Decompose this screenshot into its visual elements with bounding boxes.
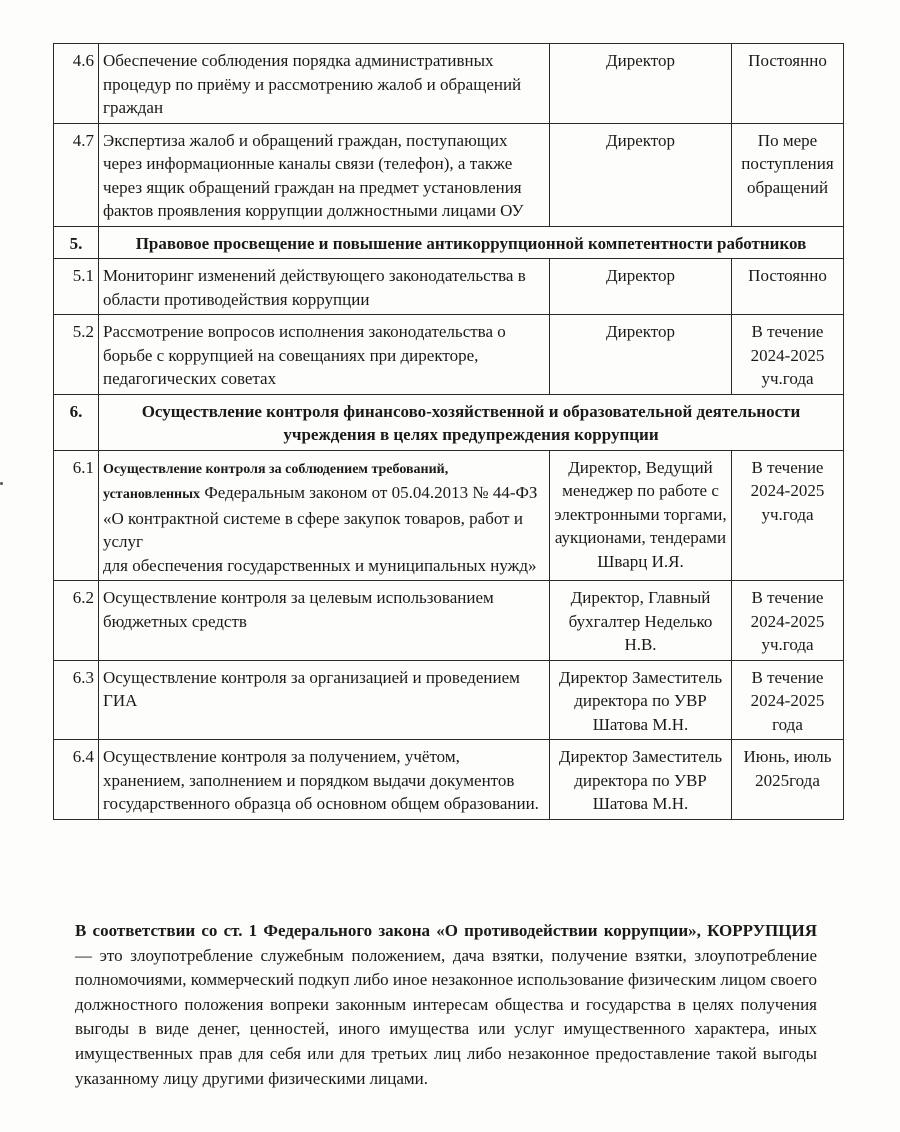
row-number: 6.3 [54,660,99,740]
row-description: Осуществление контроля за организацией и проведением ГИА [99,660,550,740]
anticorruption-plan-table [53,43,844,820]
table-row [54,660,844,740]
row-description: Мониторинг изменений действующего законодательства в области противодействия коррупции [99,259,550,315]
table-row [54,44,844,124]
section-title: Осуществление контроля финансово-хозяйственной и образовательной деятельности учреждения в целях предупреждения коррупции [99,394,844,450]
row-responsible: Директор Заместитель директора по УВР Шатова М.Н. [550,740,732,820]
row-description-bold: Осуществление контроля за соблюдением требований, установленных [103,461,449,502]
row-deadline: Постоянно [732,259,844,315]
table-row [54,581,844,661]
row-description: Обеспечение соблюдения порядка административных процедур по приёму и рассмотрению жалоб и обращений граждан [99,44,550,124]
row-responsible: Директор [550,123,732,226]
section-number: 6. [54,394,99,450]
definition-lead: В соответствии со ст. 1 Федерального закона «О противодействии коррупции», КОРРУПЦИЯ [75,921,817,940]
table-row [54,740,844,820]
row-deadline: В течение 2024-2025 уч.года [732,450,844,581]
table-row [54,259,844,315]
row-description: Рассмотрение вопросов исполнения законодательства о борьбе с коррупцией на совещаниях при директоре, педагогических советах [99,315,550,395]
row-description-law: Федеральным законом от 05.04.2013 № 44-ФЗ «О контрактной системе в сфере закупок товаров, работ и услуг [103,483,538,551]
scan-speck [0,482,3,485]
row-responsible: Директор, Главный бухгалтер Неделько Н.В. [550,581,732,661]
table-row [54,123,844,226]
row-deadline: Постоянно [732,44,844,124]
table-row [54,315,844,395]
row-description [99,450,550,581]
row-number: 5.2 [54,315,99,395]
section-number: 5. [54,226,99,259]
row-responsible: Директор Заместитель директора по УВР Шатова М.Н. [550,660,732,740]
row-description: Экспертиза жалоб и обращений граждан, поступающих через информационные каналы связи (телефон), а также через ящик обращений граждан на предмет установления фактов проявления коррупции должностными лицами ОУ [99,123,550,226]
row-responsible: Директор, Ведущий менеджер по работе с электронными торгами, аукционами, тендерами Шварц И.Я. [550,450,732,581]
row-deadline: В течение 2024-2025 уч.года [732,581,844,661]
row-description: Осуществление контроля за получением, учётом, хранением, заполнением и порядком выдачи документов государственного образца об основном общем образовании. [99,740,550,820]
row-number: 5.1 [54,259,99,315]
row-deadline: По мере поступления обращений [732,123,844,226]
row-description: Осуществление контроля за целевым использованием бюджетных средств [99,581,550,661]
row-responsible: Директор [550,44,732,124]
section-title: Правовое просвещение и повышение антикоррупционной компетентности работников [99,226,844,259]
row-number: 6.4 [54,740,99,820]
row-description-tail: для обеспечения государственных и муниципальных нужд» [103,555,537,575]
row-number: 4.7 [54,123,99,226]
table-row [54,450,844,581]
section-header-row [54,394,844,450]
definition-text: — это злоупотребление служебным положением, дача взятки, получение взятки, злоупотребление полномочиями, коммерческий подкуп либо иное незаконное использование физическим лицом своего должностного положения вопреки законным интересам общества и государства в целях получения выгоды в виде денег, ценностей, иного имущества или услуг имущественного характера, иных имущественных прав для себя или для третьих лиц либо незаконное предоставление такой выгоды указанному лицу другими физическими лицами. [75,945,817,1088]
row-number: 6.2 [54,581,99,661]
row-number: 6.1 [54,450,99,581]
row-responsible: Директор [550,259,732,315]
row-deadline: В течение 2024-2025 уч.года [732,315,844,395]
row-number: 4.6 [54,44,99,124]
row-responsible: Директор [550,315,732,395]
row-deadline: В течение 2024-2025 года [732,660,844,740]
corruption-definition-paragraph [75,919,817,1091]
row-deadline: Июнь, июль 2025года [732,740,844,820]
section-header-row [54,226,844,259]
